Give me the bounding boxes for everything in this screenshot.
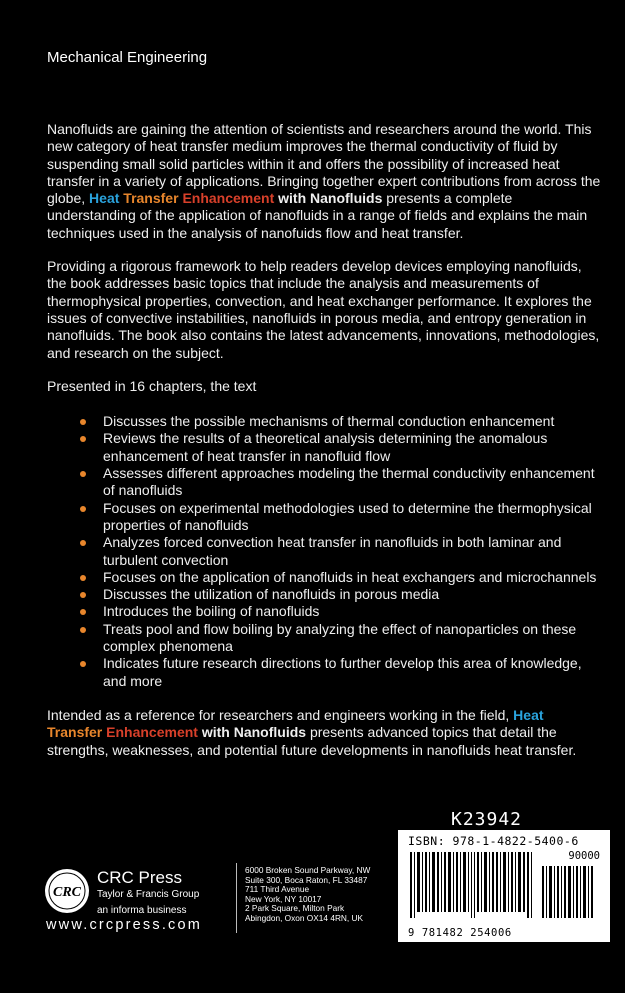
list-item [47, 603, 602, 620]
para3-text-start: Intended as a reference for researchers and engineers working in the field, [47, 706, 514, 723]
list-item-text: Indicates future research directions to further develop this area of knowledge, and more [103, 655, 582, 689]
book-title-rest: with Nanofluids [278, 190, 383, 207]
publisher-website: www.crcpress.com [46, 917, 203, 933]
address-line: 2 Park Square, Milton Park [245, 903, 345, 914]
book-title-word-transfer: Transfer [47, 724, 103, 741]
list-item [47, 655, 602, 690]
list-item-text: Discusses the utilization of nanofluids in porous media [103, 586, 440, 603]
isbn-label: ISBN: 978-1-4822-5400-6 [408, 834, 579, 848]
list-item-text: Treats pool and flow boiling by analyzing the effect of nanoparticles on these complex phenomena [103, 620, 577, 655]
bullet-icon [80, 471, 86, 477]
barcode-icon [408, 852, 600, 920]
bullet-icon [80, 661, 86, 667]
book-title-word-heat: Heat [513, 706, 544, 723]
list-item-text: Focuses on experimental methodologies used to determine the thermophysical properties of nanofluids [103, 499, 592, 533]
address-line: New York, NY 10017 [245, 893, 322, 904]
book-title-rest: with Nanofluids [201, 724, 307, 741]
book-code: K23942 [451, 809, 523, 830]
barcode-addon-digits: 90000 [568, 850, 600, 862]
address-line: Abingdon, Oxon OX14 4RN, UK [245, 912, 364, 923]
list-intro: Presented in 16 chapters, the text [47, 377, 257, 394]
divider [236, 863, 237, 933]
list-item [47, 586, 602, 603]
list-item-text: Discusses the possible mechanisms of thermal conduction enhancement [103, 413, 555, 430]
list-item [47, 621, 602, 656]
address-line: 6000 Broken Sound Parkway, NW [245, 865, 371, 875]
list-item-text: Reviews the results of a theoretical analysis determining the anomalous enhancement of heat transfer in nanofluid flow [103, 430, 548, 464]
crc-logo-text: CRC [52, 885, 82, 900]
list-item-text: Assesses different approaches modeling the thermal conductivity enhancement of nanofluids [103, 465, 595, 499]
publisher-group: Taylor & Francis Group [97, 889, 200, 900]
publisher-name: CRC Press [97, 868, 183, 887]
bullet-icon [80, 506, 86, 512]
para1-text-start: Nanofluids are gaining the attention of scientists and researchers around the world. This new category of heat transfer medium improves the thermal conductivity of fluid by suspending small solid particles within it and offers the possibility of increased heat transfer in a variety of applications. Bringing together expert contributions from across the globe, [47, 121, 601, 207]
list-item-text: Analyzes forced convection heat transfer in nanofluids in both laminar and turbulent convection [103, 534, 562, 568]
bullet-icon [80, 575, 86, 581]
para1-text-end: presents a complete understanding of the application of nanofluids in a range of fields and explains the main techniques used in the analysis of nanofuids flow and heat transfer. [47, 190, 588, 241]
book-title-word-enhancement: Enhancement [106, 724, 198, 741]
book-title-word-transfer: Transfer [123, 190, 179, 207]
bullet-icon [80, 627, 86, 633]
list-item [47, 430, 602, 465]
address-line: Suite 300, Boca Raton, FL 33487 [245, 874, 368, 885]
list-item [47, 569, 602, 586]
description-paragraph-3 [47, 707, 602, 759]
bullet-icon [80, 436, 86, 442]
back-cover-text [47, 121, 602, 775]
isbn-barcode [398, 830, 610, 942]
list-item-text: Introduces the boiling of nanofluids [103, 603, 320, 620]
list-item [47, 534, 602, 569]
description-paragraph-2: Providing a rigorous framework to help readers develop devices employing nanofluids, the book addresses basic topics that include the analysis and measurements of thermophysical properties, convection, and heat exchanger performance. It explores the issues of convective instabilities, nanofluids in porous media, and entropy generation in nanofluids. The book also contains the latest advancements, innovations, methodologies, and research on the subject. [47, 258, 600, 361]
list-item-text: Focuses on the application of nanofluids in heat exchangers and microchannels [103, 568, 597, 585]
book-title-word-heat: Heat [89, 190, 120, 207]
list-item [47, 413, 602, 430]
publisher-addresses [245, 866, 370, 924]
para3-text-end: presents advanced topics that detail the strengths, weaknesses, and potential future developments in nanofluids heat transfer. [47, 724, 577, 758]
crc-press-logo-icon [44, 868, 90, 914]
chapter-highlights-list [47, 413, 602, 690]
address-line: 711 Third Avenue [245, 884, 310, 895]
barcode-digits: 9 781482 254006 [408, 927, 512, 939]
bullet-icon [80, 540, 86, 546]
bullet-icon [80, 592, 86, 598]
category-label: Mechanical Engineering [47, 49, 208, 66]
list-item [47, 500, 602, 535]
description-paragraph-1 [47, 121, 602, 242]
list-item [47, 465, 602, 500]
bullet-icon [80, 419, 86, 425]
bullet-icon [80, 609, 86, 615]
book-title-word-enhancement: Enhancement [182, 190, 275, 207]
publisher-tagline: an informa business [97, 905, 187, 916]
